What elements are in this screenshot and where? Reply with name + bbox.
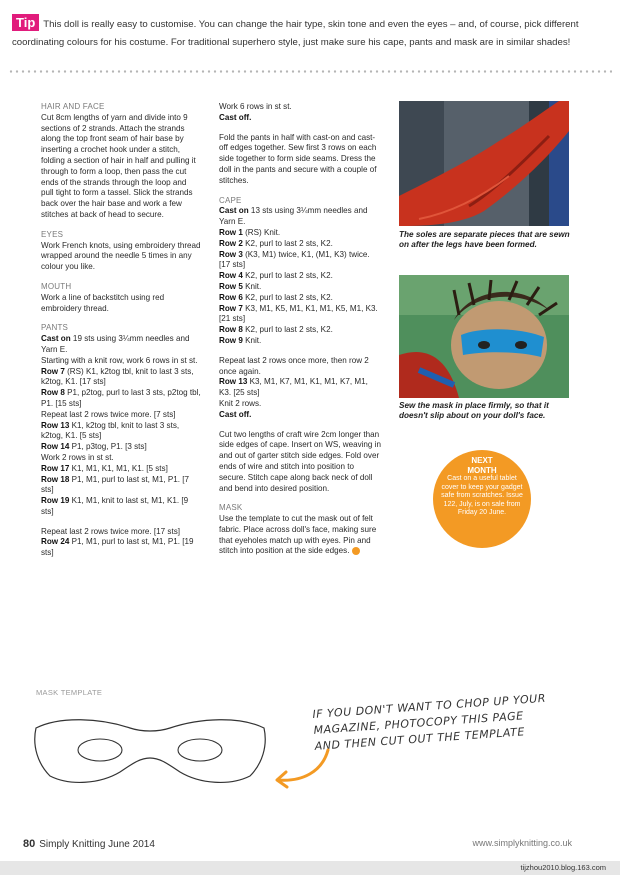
hair-text: Cut 8cm lengths of yarn and divide into 9 sections of 2 strands. Attach the strands along the top front seam of hair base by inserting a crochet hook under a stitch, folding a section of hair in half and pulling it through to form a loop, then pass the cut ends of the strands through the loop and pull tight to form a tassel. Slick the strands back over the hair base and work a few stitches at back of head to secure. <box>41 112 196 219</box>
watermark: tijzhou2010.blog.163.com <box>520 863 606 872</box>
work-6-rows: Work 6 rows in st st. <box>219 102 292 111</box>
cape-row-2: Row 2 K2, purl to last 2 sts, K2. <box>219 238 333 248</box>
cape-repeat: Repeat last 2 rows once more, then row 2 once again. <box>219 355 369 376</box>
cape-cast-off: Cast off. <box>219 409 252 419</box>
cast-off: Cast off. <box>219 112 252 122</box>
cape-row-7: Row 7 K3, M1, K5, M1, K1, M1, K5, M1, K3. [21 sts] <box>219 303 378 324</box>
cape-row-13: Row 13 K3, M1, K7, M1, K1, M1, K7, M1, K3. [25 sts] <box>219 377 368 398</box>
tip-label: Tip <box>12 14 39 31</box>
mask-heading: MASK <box>219 503 243 513</box>
dotted-divider <box>8 70 612 73</box>
pants-cast-on: Cast on 19 sts using 3¼mm needles and Yarn E. <box>41 334 190 354</box>
pants-repeat-2: Repeat last 2 rows twice more. [17 sts] <box>41 526 180 536</box>
footer-url: www.simplyknitting.co.uk <box>472 838 572 848</box>
fold-text: Fold the pants in half with cast-on and cast-off edges together. Sew first 3 rows on each side together to form side seams. Dress the doll in the pants and secure with a couple of stitches. <box>219 132 377 185</box>
hair-heading: HAIR AND FACE <box>41 102 105 111</box>
badge-heading-1: NEXT <box>471 456 493 465</box>
mouth-text: Work a line of backstitch using red embroidery thread. <box>41 292 165 313</box>
pants-row-13: Row 13 K1, k2tog tbl, knit to last 3 sts, k2tog, K1. [5 sts] <box>41 420 180 441</box>
cape-knit-2: Knit 2 rows. <box>219 398 262 408</box>
cape-row-8: Row 8 K2, purl to last 2 sts, K2. <box>219 325 333 335</box>
cape-wire-text: Cut two lengths of craft wire 2cm longer than side edges of cape. Insert on WS, weaving in and out of garter stitch side edges. Fold over ends of wire and stitch into position to secure. Stitch cape along back neck of doll and bend into desired position. <box>219 429 381 493</box>
pants-row-17: Row 17 K1, M1, K1, M1, K1. [5 sts] <box>41 463 168 473</box>
photo-doll-leg <box>399 101 569 226</box>
arrow-icon <box>272 742 332 797</box>
cape-row-1: Row 1 (RS) Knit. <box>219 227 281 237</box>
pants-repeat-1: Repeat last 2 rows twice more. [7 sts] <box>41 409 176 419</box>
caption-photo-1: The soles are separate pieces that are sewn on after the legs have been formed. <box>399 230 570 250</box>
next-month-badge <box>433 450 531 548</box>
badge-text: Cast on a useful tablet cover to keep your gadget safe from scratches. Issue 122, July, is on sale from Friday 20 June. <box>441 475 523 517</box>
pants-row-14: Row 14 P1, p3tog, P1. [3 sts] <box>41 442 147 452</box>
badge-heading-2: MONTH <box>467 465 497 475</box>
cape-cast-on: Cast on 13 sts using 3¼mm needles and Yarn E. <box>219 206 368 227</box>
cape-row-9: Row 9 Knit. <box>219 335 262 345</box>
mask-text: Use the template to cut the mask out of felt fabric. Place across doll's face, making sure that eyeholes match up with eyes. Pin and stitch into position at the side edges. <box>219 514 377 556</box>
cape-heading: CAPE <box>219 195 242 205</box>
eyes-text: Work French knots, using embroidery thread wrapped around the needle 5 times in any colour you like. <box>41 240 201 272</box>
photocopy-note: IF YOU DON'T WANT TO CHOP UP YOUR MAGAZINE, PHOTOCOPY THIS PAGE AND THEN CUT OUT THE TEMPLATE <box>312 691 547 753</box>
magazine-title: Simply Knitting June 2014 <box>39 839 155 850</box>
caption-photo-2: Sew the mask in place firmly, so that it doesn't slip about on your doll's face. <box>399 401 549 421</box>
pants-heading: PANTS <box>41 323 69 333</box>
tip-text: This doll is really easy to customise. You can change the hair type, skin tone and even the eyes – and, of course, pick different coordinating colours for his costume. For traditional superhero style, just make sure his cape, pants and mask are in similar shades! <box>12 19 579 48</box>
mask-template-shape <box>30 706 270 797</box>
end-dot-icon <box>352 547 360 555</box>
footer-left <box>23 838 155 850</box>
tip-box <box>12 14 608 50</box>
photo-doll-mask <box>399 275 569 398</box>
page-number: 80 <box>23 838 36 850</box>
pants-work-2: Work 2 rows in st st. <box>41 452 114 462</box>
pants-row-8: Row 8 P1, p2tog, purl to last 3 sts, p2tog tbl, P1. [15 sts] <box>41 388 201 408</box>
pants-row-7: Row 7 (RS) K1, k2tog tbl, knit to last 3 sts, k2tog, K1. [17 sts] <box>41 366 194 387</box>
eyes-heading: EYES <box>41 229 64 239</box>
cape-row-3: Row 3 (K3, M1) twice, K1, (M1, K3) twice. [17 sts] <box>219 249 370 270</box>
pants-start: Starting with a knit row, work 6 rows in st st. <box>41 355 198 365</box>
column-2 <box>219 102 381 557</box>
mouth-heading: MOUTH <box>41 281 72 291</box>
column-1 <box>41 102 201 559</box>
cape-row-6: Row 6 K2, purl to last 2 sts, K2. <box>219 292 333 302</box>
pants-row-19: Row 19 K1, M1, knit to last st, M1, K1. [9 sts] <box>41 496 189 516</box>
mask-template-label: MASK TEMPLATE <box>36 688 103 697</box>
pants-row-18: Row 18 P1, M1, purl to last st, M1, P1. [7 sts] <box>41 474 189 495</box>
pants-row-24: Row 24 P1, M1, purl to last st, M1, P1. [19 sts] <box>41 537 194 558</box>
cape-row-4: Row 4 K2, purl to last 2 sts, K2. <box>219 271 333 281</box>
cape-row-5: Row 5 Knit. <box>219 281 262 291</box>
